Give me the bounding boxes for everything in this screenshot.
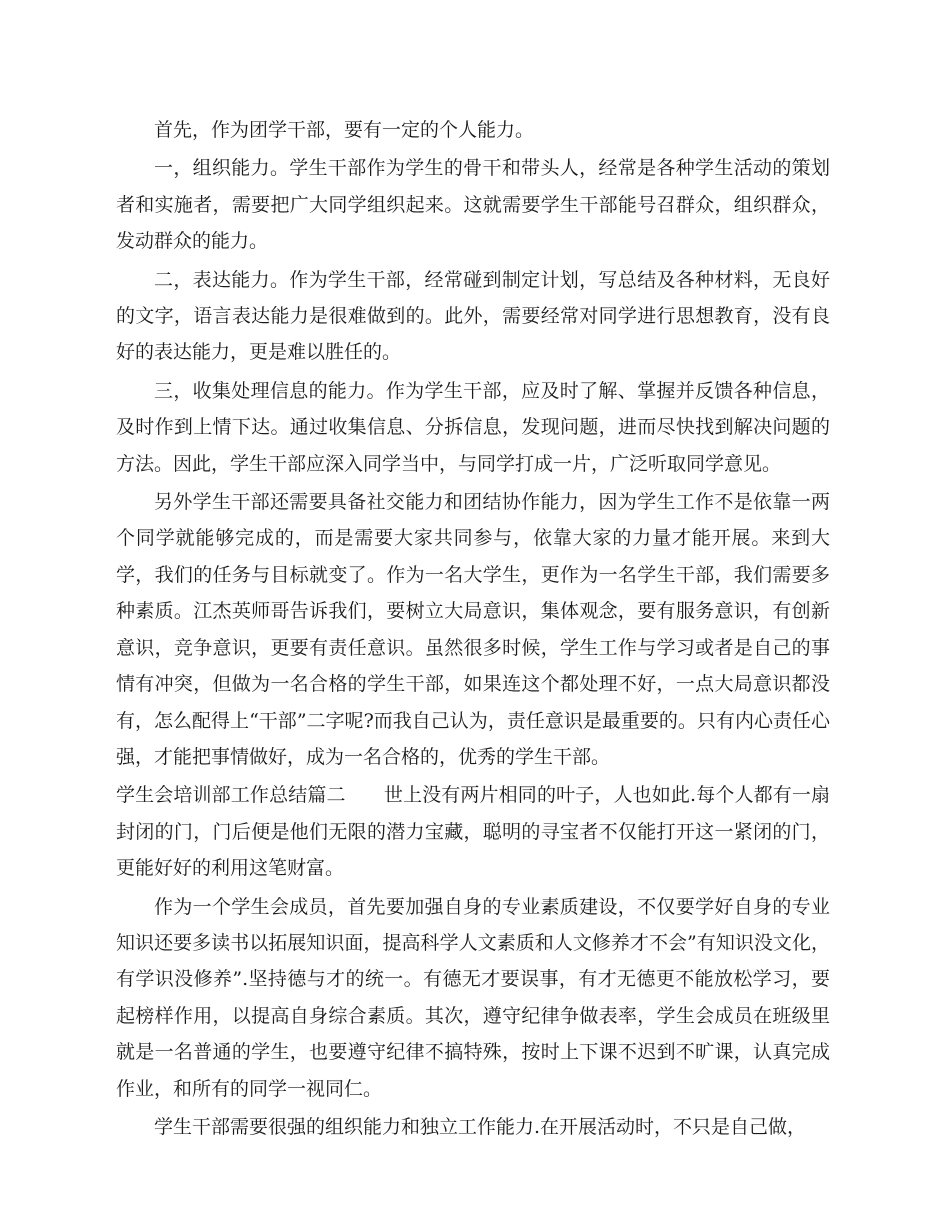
paragraph-independent-work: 学生干部需要很强的组织能力和独立工作能力.在开展活动时，不只是自己做， (154, 1115, 807, 1138)
document-body (116, 112, 830, 1147)
paragraph-information-ability: 三，收集处理信息的能力。作为学生干部，应及时了解、掌握并反馈各种信息，及时作到上情下达。通过收集信息、分拆信息，发现问题，进而尽快找到解决问题的方法。因此，学生干部应深入同学当中，与同学打成一片，广泛听取同学意见。 (116, 379, 830, 475)
paragraph-expression-ability: 二，表达能力。作为学生干部，经常碰到制定计划，写总结及各种材料，无良好的文字，语言表达能力是很难做到的。此外，需要经常对同学进行思想教育，没有良好的表达能力，更是难以胜任的。 (116, 268, 830, 364)
paragraph-part-two: 学生会培训部工作总结篇二 世上没有两片相同的叶子，人也如此.每个人都有一扇封闭的门，门后便是他们无限的潜力宝藏，聪明的寻宝者不仅能打开这一紧闭的门，更能好好的利用这笔财富。 (116, 784, 830, 880)
paragraph-organization-ability: 一，组织能力。学生干部作为学生的骨干和带头人，经常是各种学生活动的策划者和实施者，需要把广大同学组织起来。这就需要学生干部能号召群众，组织群众，发动群众的能力。 (116, 157, 830, 253)
paragraph-member-quality: 作为一个学生会成员，首先要加强自身的专业素质建设，不仅要学好自身的专业知识还要多读书以拓展知识面，提高科学人文素质和人文修养才不会”有知识没文化，有学识没修养”.坚持德与才的统一。有德无才要误事，有才无德更不能放松学习，要起榜样作用，以提高自身综合素质。其次，遵守纪律争做表率，学生会成员在班级里就是一名普通的学生，也要遵守纪律不搞特殊，按时上下课不迟到不旷课，认真完成作业，和所有的同学一视同仁。 (116, 895, 830, 1100)
paragraph-intro: 首先，作为团学干部，要有一定的个人能力。 (154, 119, 535, 141)
paragraph-social-cooperation: 另外学生干部还需要具备社交能力和团结协作能力，因为学生工作不是依靠一两个同学就能够完成的，而是需要大家共同参与，依靠大家的力量才能开展。来到大学，我们的任务与目标就变了。作为一名大学生，更作为一名学生干部，我们需要多种素质。江杰英师哥告诉我们，要树立大局意识，集体观念，要有服务意识，有创新意识，竞争意识，更要有责任意识。虽然很多时候，学生工作与学习或者是自己的事情有冲突，但做为一名合格的学生干部，如果连这个都处理不好，一点大局意识都没有，怎么配得上“干部”二字呢?而我自己认为，责任意识是最重要的。只有内心责任心强，才能把事情做好，成为一名合格的，优秀的学生干部。 (116, 491, 830, 768)
